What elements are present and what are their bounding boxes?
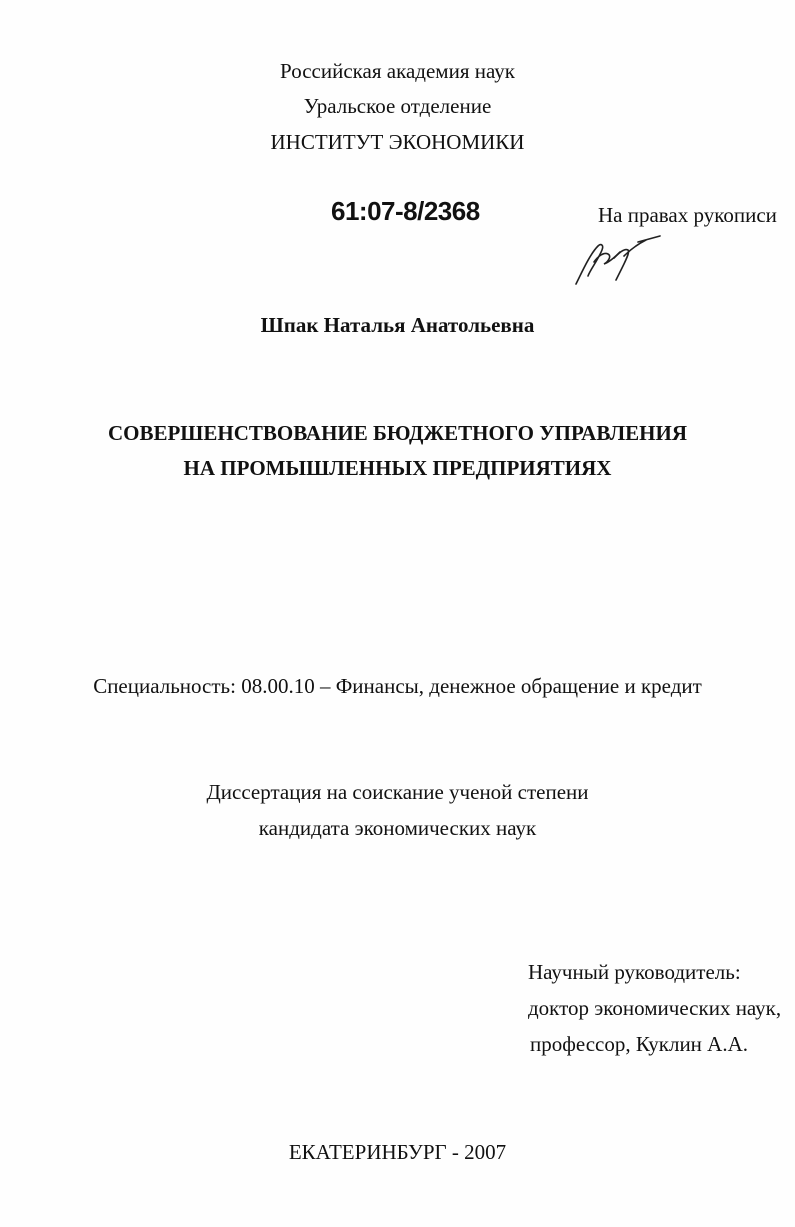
- dissertation-title-line-1: СОВЕРШЕНСТВОВАНИЕ БЮДЖЕТНОГО УПРАВЛЕНИЯ: [107, 421, 688, 445]
- academy-name: Российская академия наук: [280, 59, 515, 83]
- specialty: Специальность: 08.00.10 – Финансы, денежное обращение и кредит: [93, 674, 702, 698]
- supervisor-name: профессор, Куклин А.А.: [530, 1032, 748, 1056]
- supervisor-degree: доктор экономических наук,: [528, 996, 782, 1020]
- degree-line-2: кандидата экономических наук: [258, 816, 537, 840]
- dissertation-title-line-2: НА ПРОМЫШЛЕННЫХ ПРЕДПРИЯТИЯХ: [183, 456, 612, 480]
- supervisor-label: Научный руководитель:: [528, 960, 741, 984]
- rights-notice: На правах рукописи: [598, 203, 777, 227]
- branch-name: Уральское отделение: [303, 94, 492, 118]
- author-name: Шпак Наталья Анатольевна: [260, 313, 535, 337]
- handwritten-signature: [568, 232, 668, 292]
- city-year: ЕКАТЕРИНБУРГ - 2007: [288, 1140, 507, 1164]
- archive-stamp-code: 61:07-8/2368: [331, 196, 480, 226]
- institute-name: ИНСТИТУТ ЭКОНОМИКИ: [270, 130, 525, 154]
- degree-line-1: Диссертация на соискание ученой степени: [206, 780, 589, 804]
